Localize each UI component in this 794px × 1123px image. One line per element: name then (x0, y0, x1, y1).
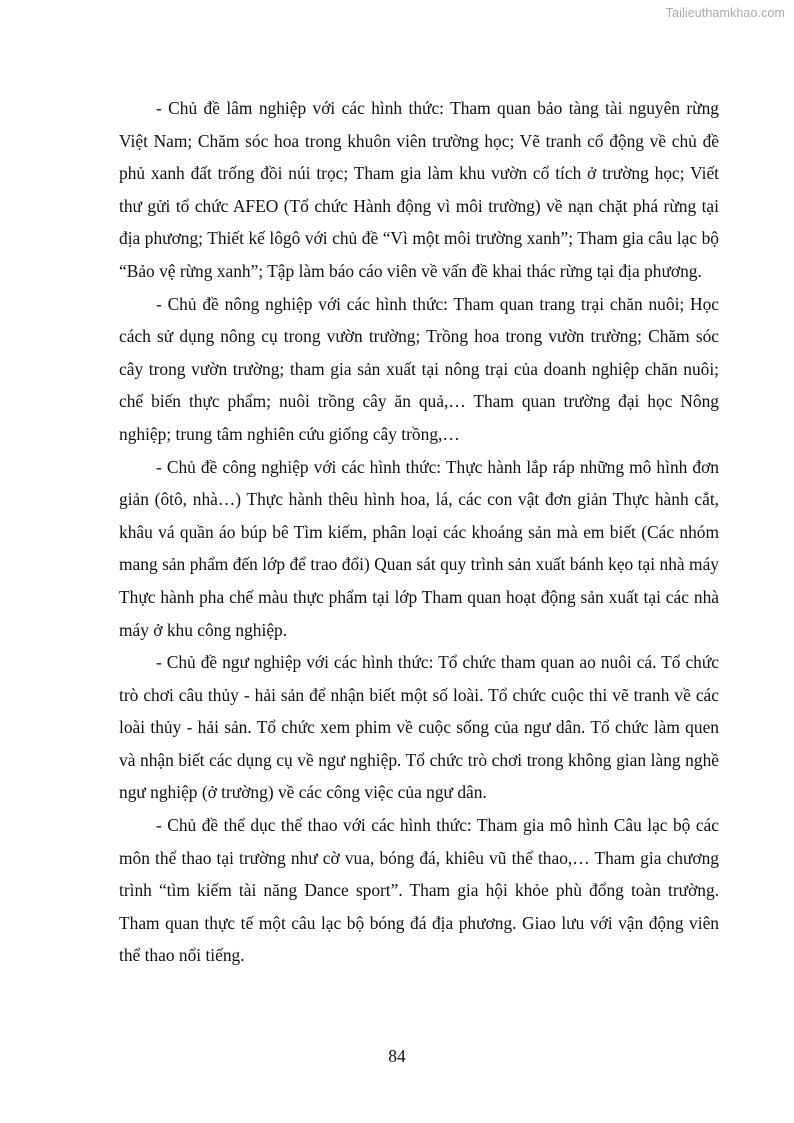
paragraph-forestry: - Chủ đề lâm nghiệp với các hình thức: Tham quan bảo tàng tài nguyên rừng Việt Nam; Chăm sóc hoa trong khuôn viên trường học; Vẽ tranh cổ động về chủ đề phủ xanh đất trống đồi núi trọc; Tham gia làm khu vườn cổ tích ở trường học; Viết thư gửi tổ chức AFEO (Tổ chức Hành động vì môi trường) về nạn chặt phá rừng tại địa phương; Thiết kế lôgô với chủ đề “Vì một môi trường xanh”; Tham gia câu lạc bộ “Bảo vệ rừng xanh”; Tập làm báo cáo viên về vấn đề khai thác rừng tại địa phương. (119, 98, 719, 281)
paragraph-industry: - Chủ đề công nghiệp với các hình thức: Thực hành lắp ráp những mô hình đơn giản (ôtô, nhà…) Thực hành thêu hình hoa, lá, các con vật đơn giản Thực hành cắt, khâu vá quần áo búp bê Tìm kiếm, phân loại các khoáng sản mà em biết (Các nhóm mang sản phẩm đến lớp để trao đổi) Quan sát quy trình sản xuất bánh kẹo tại nhà máy Thực hành pha chế màu thực phẩm tại lớp Tham quan hoạt động sản xuất tại các nhà máy ở khu công nghiệp. (119, 456, 719, 640)
paragraph-fishery: - Chủ đề ngư nghiệp với các hình thức: Tổ chức tham quan ao nuôi cá. Tổ chức trò chơi câu thủy - hải sản để nhận biết một số loài. Tổ chức cuộc thi vẽ tranh về các loài thủy - hải sản. Tổ chức xem phim về cuộc sống của ngư dân. Tổ chức làm quen và nhận biết các dụng cụ về ngư nghiệp. Tổ chức trò chơi trong không gian làng nghề ngư nghiệp (ở trường) về các công việc của ngư dân. (119, 652, 719, 803)
watermark: Tailieuthamkhao.com (665, 6, 785, 20)
paragraph-agriculture: - Chủ đề nông nghiệp với các hình thức: Tham quan trang trại chăn nuôi; Học cách sử dụng nông cụ trong vườn trường; Trồng hoa trong vườn trường; Chăm sóc cây trong vườn trường; tham gia sản xuất tại nông trại của doanh nghiệp chăn nuôi; chế biến thực phẩm; nuôi trồng cây ăn quả,… Tham quan trường đại học Nông nghiệp; trung tâm nghiên cứu giống cây trồng,… (119, 293, 719, 444)
page-number: 84 (388, 1046, 406, 1066)
paragraph-sports: - Chủ đề thể dục thể thao với các hình thức: Tham gia mô hình Câu lạc bộ các môn thể thao tại trường như cờ vua, bóng đá, khiêu vũ thể thao,… Tham gia chương trình “tìm kiếm tài năng Dance sport”. Tham gia hội khỏe phù đổng toàn trường. Tham quan thực tế một câu lạc bộ bóng đá địa phương. Giao lưu với vận động viên thể thao nổi tiếng. (119, 815, 719, 966)
document-body (119, 92, 719, 972)
